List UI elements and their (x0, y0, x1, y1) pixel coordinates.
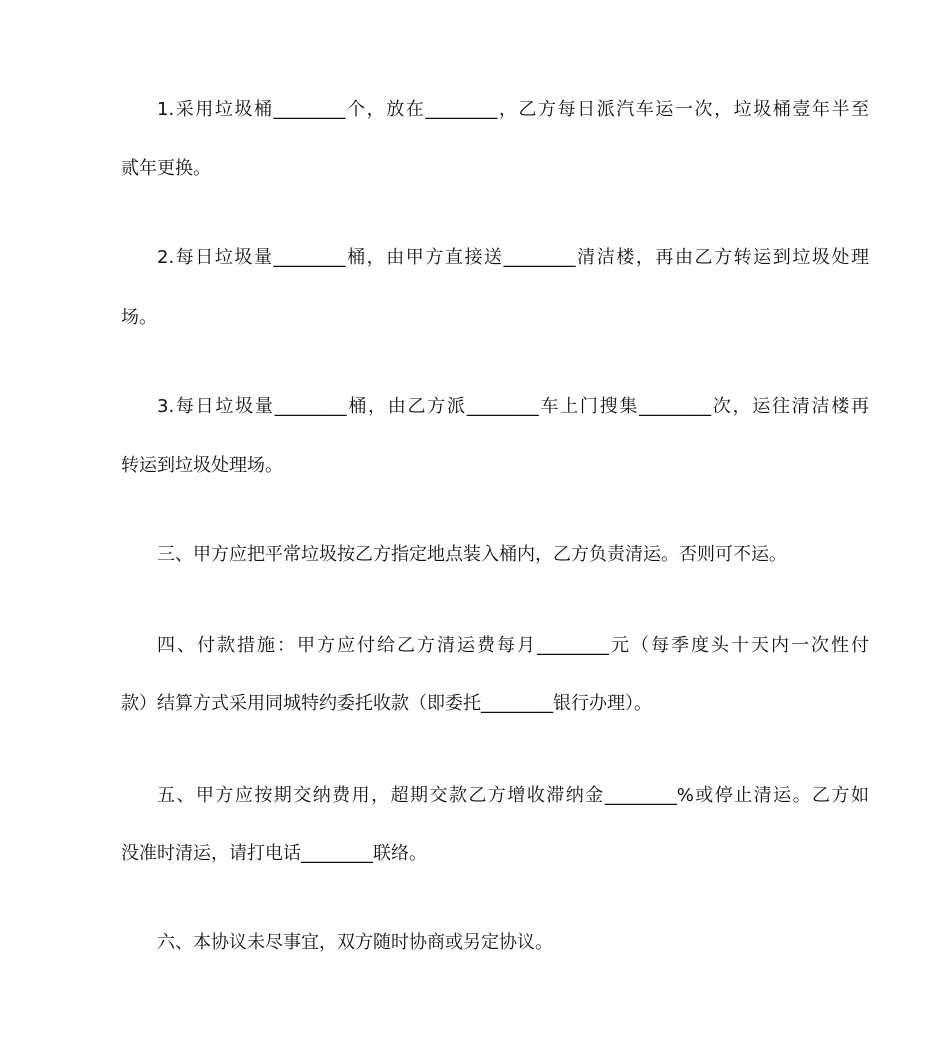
section-3-line-1: 三、甲方应把平常垃圾按乙方指定地点装入桶内，乙方负责清运。否则可不运。 (157, 544, 787, 565)
section-5-line-2: 没准时清运，请打电话________联络。 (121, 843, 427, 864)
section-5-line-1: 五、甲方应按期交纳费用，超期交款乙方增收滞纳金________%或停止清运。乙方如 (157, 785, 869, 806)
section-4-line-2: 款）结算方式采用同城特约委托收款（即委托________银行办理）。 (121, 693, 652, 714)
clause-2-line-2: 场。 (121, 307, 157, 328)
section-6-line-1: 六、本协议未尽事宜，双方随时协商或另定协议。 (157, 932, 553, 953)
clause-3-line-1: 3.每日垃圾量________桶，由乙方派________车上门搜集________次，运往清洁楼再 (157, 396, 869, 417)
clause-3-line-2: 转运到垃圾处理场。 (121, 455, 283, 476)
clause-2-line-1: 2.每日垃圾量________桶，由甲方直接送________清洁楼，再由乙方转运到垃圾处理 (157, 247, 869, 268)
clause-1-line-1: 1.采用垃圾桶________个，放在________，乙方每日派汽车运一次，垃圾桶壹年半至 (157, 99, 869, 120)
section-4-line-1: 四、付款措施：甲方应付给乙方清运费每月________元（每季度头十天内一次性付 (157, 635, 869, 656)
clause-1-line-2: 贰年更换。 (121, 158, 211, 179)
